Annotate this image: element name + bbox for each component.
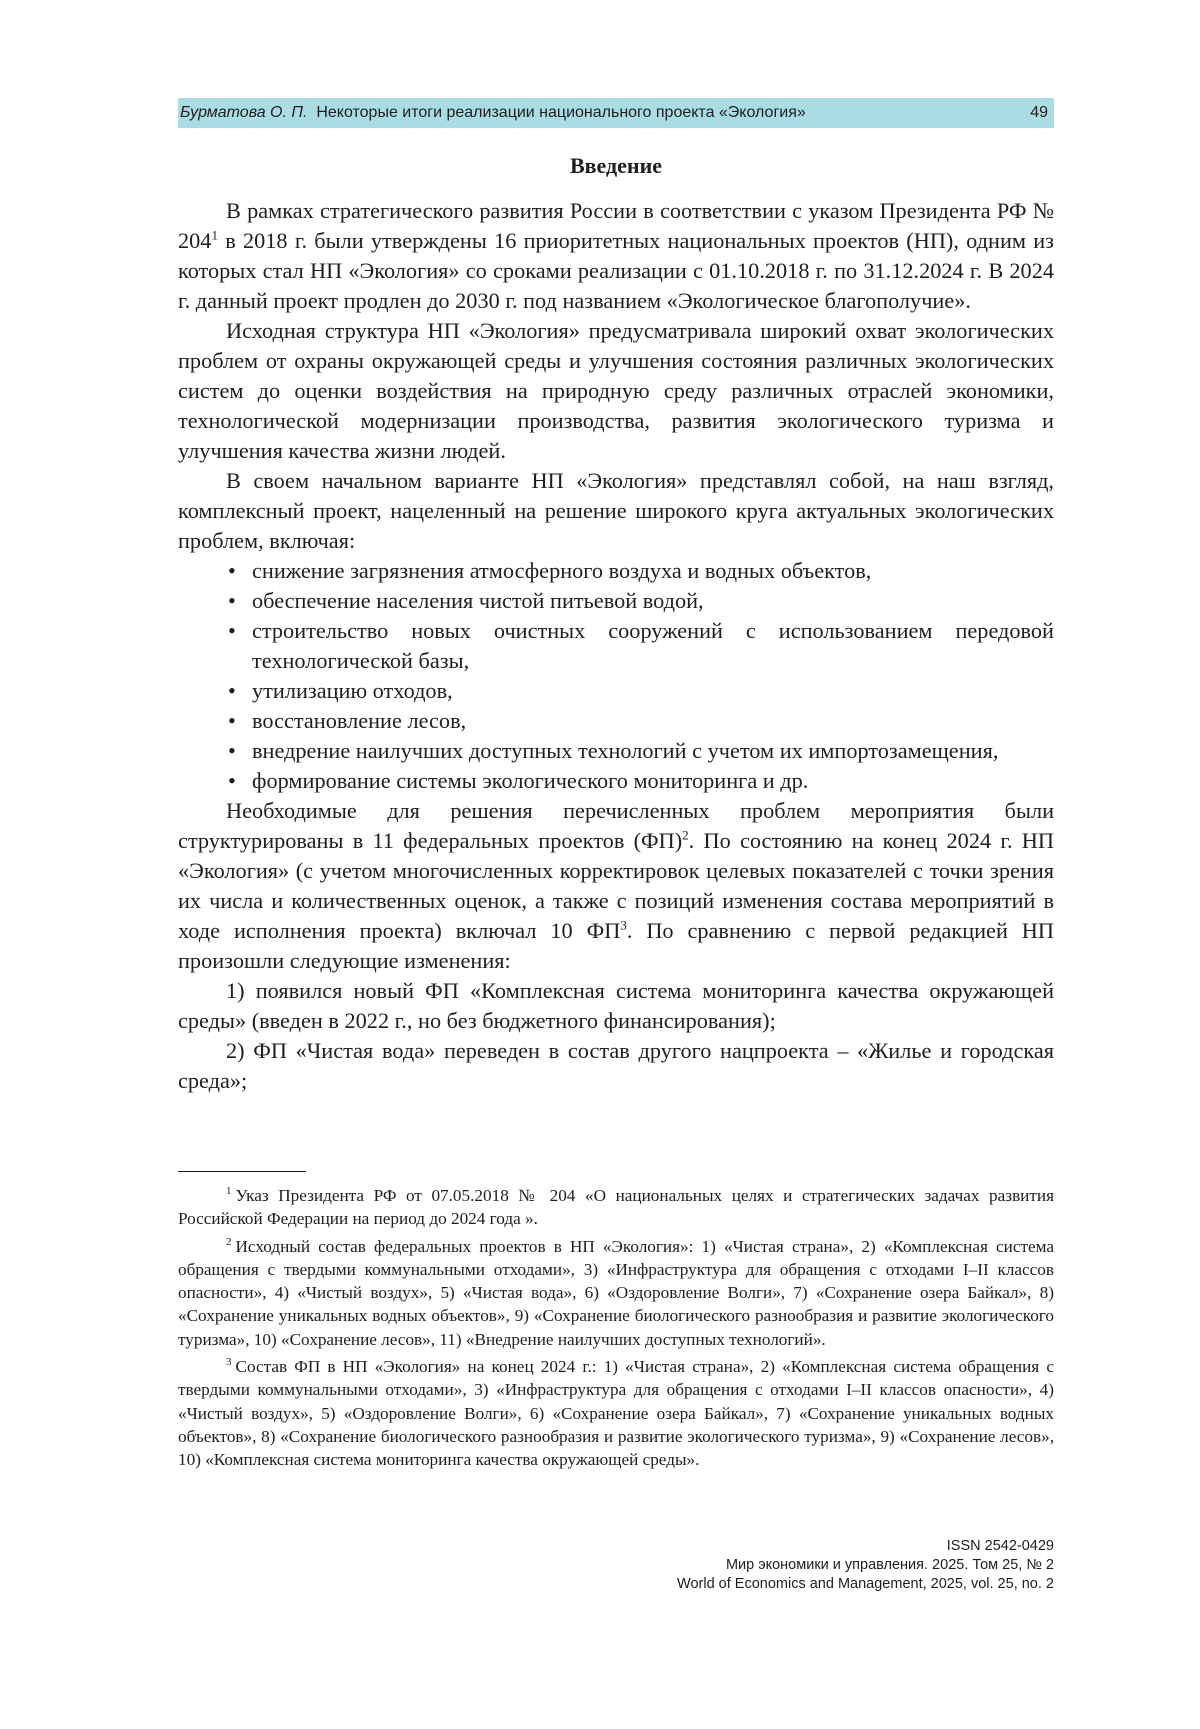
list-item: • формирование системы экологического мониторинга и др. (178, 766, 1054, 796)
paragraph-2: Исходная структура НП «Экология» предусматривала широкий охват экологических проблем от охраны окружающей среды и улучшения состояния различных экологических систем до оценки воздействия на природную среду различных отраслей экономики, технологической модернизации производства, развития экологического туризма и улучшения качества жизни людей. (178, 318, 1054, 463)
footnotes (178, 1184, 1054, 1476)
bullet-icon: • (228, 708, 236, 733)
bullet-icon: • (228, 678, 236, 703)
list-item: • обеспечение населения чистой питьевой водой, (178, 586, 1054, 616)
running-header (178, 98, 1054, 128)
footnote-ref-3[interactable]: 3 (620, 917, 627, 933)
issn: ISSN 2542-0429 (946, 1538, 1054, 1554)
list-item: • внедрение наилучших доступных технологий с учетом их импортозамещения, (178, 736, 1054, 766)
footnote-3: $^3$ Состав ФП в НП «Экология» на конец 2024 г.: 1) «Чистая страна», 2) «Комплексная система обращения с твердыми коммунальными отходами», 3) «Инфраструктура для обращения с отходами I–II классов опасности», 4) «Чистый воздух», 5) «Оздоровление Волги», 6) «Сохранение озера Байкал», 7) «Сохранение уникальных водных объектов», 8) «Сохранение биологического разнообразия и развитие экологического туризма», 9) «Сохранение лесов», 10) «Комплексная система мониторинга качества окружающей среды». (178, 1356, 1054, 1470)
bullet-icon: • (228, 618, 236, 643)
list-item: • строительство новых очистных сооружений с использованием передовой технологической базы, (228, 618, 1054, 673)
list-item: • восстановление лесов, (178, 706, 1054, 736)
journal-imprint (677, 1537, 1054, 1594)
list-item: • снижение загрязнения атмосферного воздуха и водных объектов, (178, 556, 1054, 586)
footnote-number: 2 (226, 1235, 232, 1248)
paragraph-5: 1) появился новый ФП «Комплексная система мониторинга качества окружающей среды» (введен в 2022 г., но без бюджетного финансирования); (178, 978, 1054, 1033)
bullet-icon: • (228, 558, 236, 583)
footnote-2: $^2$ Исходный состав федеральных проектов в НП «Экология»: 1) «Чистая страна», 2) «Комплексная система обращения с твердыми коммунальными отходами», 3) «Инфраструктура для обращения с отходами I–II классов опасности», 4) «Чистый воздух», 5) «Чистая вода», 6) «Оздоровление Волги», 7) «Сохранение озера Байкал», 8) «Сохранение уникальных водных объектов», 9) «Сохранение биологического разнообразия и развитие экологического туризма», 10) «Сохранение лесов», 11) «Внедрение наилучших доступных технологий». (178, 1235, 1054, 1349)
footnote-1: $^1$ Указ Президента РФ от 07.05.2018 № 204 «О национальных целях и стратегических задачах развития Российской Федерации на период до 2024 года ». (178, 1185, 1054, 1229)
footnote-divider (178, 1171, 306, 1172)
header-title: Некоторые итоги реализации национального проекта «Экология» (316, 104, 806, 121)
footnote-ref-1[interactable]: 1 (211, 227, 218, 243)
bullet-icon: • (228, 588, 236, 613)
bullet-icon: • (228, 768, 236, 793)
journal-title-en: World of Economics and Management, 2025, vol. 25, no. 2 (677, 1576, 1054, 1592)
journal-title-ru: Мир экономики и управления. 2025. Том 25, № 2 (725, 1557, 1054, 1573)
body-text (178, 196, 1054, 1096)
header-author: Бурматова О. П. (180, 104, 308, 121)
footnote-ref-2[interactable]: 2 (682, 827, 689, 843)
bullet-icon: • (228, 738, 236, 763)
paragraph-1: В рамках стратегического развития России в соответствии с указом Президента РФ № $204^1$ в 2018 г. были утверждены 16 приоритетных национальных проектов (НП), одним из которых стал НП «Экология» со сроками реализации с 01.10.2018 г. по 31.12.2024 г. В 2024 г. данный проект продлен до 2030 г. под названием «Экологическое благополучие». (178, 198, 1054, 313)
paragraph-6: 2) ФП «Чистая вода» переведен в состав другого нацпроекта – «Жилье и городская среда»; (178, 1038, 1054, 1093)
bullet-list (178, 556, 1054, 796)
footnote-number: 3 (226, 1356, 232, 1369)
footnote-number: 1 (226, 1185, 232, 1198)
section-title: Введение (569, 153, 663, 178)
list-item: • утилизацию отходов, (178, 676, 1054, 706)
paragraph-4: Необходимые для решения перечисленных проблем мероприятия были структурированы в 11 федеральных проектов (ФП)$^2$. По состоянию на конец 2024 г. НП «Экология» (с учетом многочисленных корректировок целевых показателей с точки зрения их числа и количественных оценок, а также с позиций изменения состава мероприятий в ходе исполнения проекта) включал 10 $ФП^3$. По сравнению с первой редакцией НП произошли следующие изменения: (178, 798, 1054, 973)
paragraph-3: В своем начальном варианте НП «Экология» представлял собой, на наш взгляд, комплексный проект, нацеленный на решение широкого круга актуальных экологических проблем, включая: (178, 468, 1054, 553)
page-number: 49 (1030, 104, 1048, 121)
